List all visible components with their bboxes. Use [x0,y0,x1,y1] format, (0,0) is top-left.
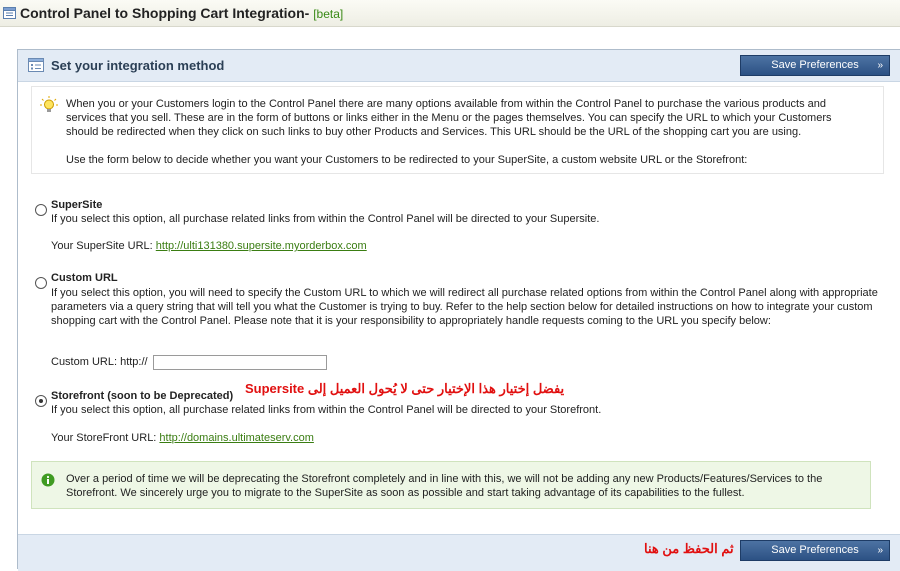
page-title [20,5,343,21]
intro-box [31,86,884,174]
deprecation-notice [31,461,871,509]
save-preferences-label: Save Preferences [771,544,859,556]
save-preferences-label: Save Preferences [771,59,859,71]
storefront-option-description: If you select this option, all purchase related links from within the Control Panel will be directed to your Storefront. [51,404,602,416]
panel-header [18,50,900,82]
intro-paragraph: When you or your Customers login to the Control Panel there are many options available from within the Control Panel to purchase the various products and services that you sell. These are in the form of buttons or links either in the Menu or the pages themselves. You can specify the URL to which your Customers should be redirected when they click on such links to buy other Products and Services. This URL should be the URL of the shopping cart you are using. [66,98,832,138]
intro-instruction: Use the form below to decide whether you want your Customers to be redirected to your SuperSite, a custom website URL or the Storefront: [66,154,748,166]
save-preferences-button-bottom[interactable] [740,540,890,561]
beta-badge: [beta] [313,7,344,21]
storefront-option-title: Storefront (soon to be Deprecated) [51,390,234,402]
panel-footer [18,534,900,571]
panel-heading: Set your integration method [51,58,225,73]
custom-url-input[interactable] [153,355,327,370]
custom-url-option-description: If you select this option, you will need to specify the Custom URL to which we will redirect all purchase related options from within the Control Panel along with appropriate parameters via a query string that will tell you what the Customer is trying to buy. Refer to the help section below for detailed instructions on how to integrate your custom shopping cart with the Control Panel. Please note that it is your responsibility to appropriately handle requests coming to the URL you specify below: [51,287,878,327]
custom-url-radio[interactable] [35,277,47,289]
control-panel-icon [3,6,16,24]
save-here-note: ثم الحفظ من هنا [644,541,734,556]
save-preferences-button-top[interactable] [740,55,890,76]
integration-panel [17,49,900,569]
page-title-text: Control Panel to Shopping Cart Integration- [20,5,314,21]
supersite-url-line [51,240,367,252]
double-chevron-right-icon: » [877,60,883,71]
supersite-url-label: Your SuperSite URL: [51,240,156,252]
storefront-url-link[interactable]: http://domains.ultimateserv.com [159,432,314,444]
page-header [0,0,900,27]
double-chevron-right-icon: » [877,545,883,556]
custom-url-label: Custom URL: http:// [51,356,148,368]
storefront-url-line [51,432,314,444]
supersite-option-description: If you select this option, all purchase related links from within the Control Panel will be directed to your Supersite. [51,213,600,225]
section-form-icon [28,58,44,77]
supersite-url-link[interactable]: http://ulti131380.supersite.myorderbox.com [155,240,367,252]
deprecation-notice-text: Over a period of time we will be deprecating the Storefront completely and in line with this, we will not be adding any new Products/Features/Services to the Storefront. We sincerely urge you to migrate to the SuperSite as soon as possible and start taking advantage of its capabilities to the fullest. [66,473,823,499]
storefront-url-label: Your StoreFront URL: [51,432,160,444]
lightbulb-icon [40,96,58,119]
custom-url-option-title: Custom URL [51,272,118,284]
storefront-radio[interactable] [35,395,47,407]
info-icon [41,473,55,492]
supersite-recommendation-note: يفضل إختيار هذا الإختيار حتى لا يُحول العميل إلى Supersite [245,381,565,396]
supersite-radio[interactable] [35,204,47,216]
supersite-option-title: SuperSite [51,199,103,211]
